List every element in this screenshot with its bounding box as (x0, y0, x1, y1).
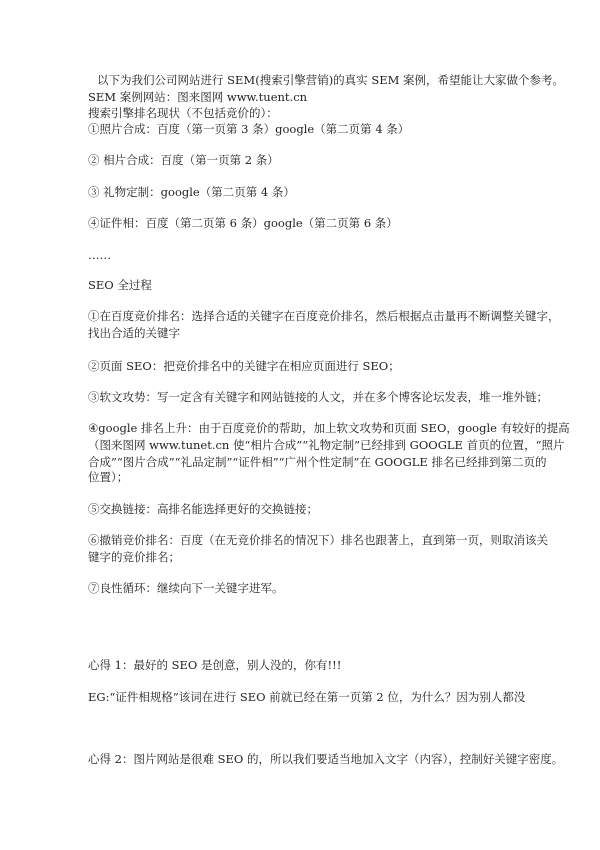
insight-1: 心得 1：最好的 SEO 是创意，别人没的，你有!!! (88, 658, 342, 672)
step-line: （图来图网 www.tunet.cn 使“相片合成”“礼物定制”已经排到 GOOGLE 首页的位置，“照片 (88, 438, 565, 452)
ranking-item: ② 相片合成：百度（第一页第 2 条） (88, 153, 279, 167)
ranking-heading: 搜索引擎排名现状（不包括竞价的）： (88, 106, 278, 120)
step-line: 位置）； (88, 470, 129, 484)
insight-example: EG:“证件相规格”该词在进行 SEO 前就已经在第一页第 2 位，为什么？因为别人都没 (88, 690, 526, 704)
step-line: ③软文攻势：写一定含有关键字和网站链接的人文，并在多个博客论坛发表，堆一堆外链； (88, 390, 548, 404)
step-line: ⑦良性循环：继续向下一关键字进军。 (88, 581, 284, 595)
ellipsis: …… (88, 248, 111, 262)
step-line: ②页面 SEO：把竞价排名中的关键字在相应页面进行 SEO； (88, 359, 400, 373)
step-line: ⑤交换链接：高排名能选择更好的交换链接； (88, 502, 318, 516)
insight-2: 心得 2：图片网站是很难 SEO 的，所以我们要适当地加入文字（内容），控制好关键字密度。 (88, 752, 564, 766)
ranking-item: ③ 礼物定制：google（第二页第 4 条） (88, 185, 295, 199)
step-line: ①在百度竞价排名：选择合适的关键字在百度竞价排名，然后根据点击量再不断调整关键字， (88, 309, 560, 323)
section-title: SEO 全过程 (88, 278, 152, 292)
case-site-line: SEM 案例网站：图来图网 www.tuent.cn (88, 90, 308, 104)
step-line: 找出合适的关键字 (88, 326, 180, 340)
ranking-item: ④证件相：百度（第二页第 6 条）google（第二页第 6 条） (88, 216, 398, 230)
step-line: 合成”“图片合成”“礼品定制”“证件相”“广州个性定制”在 GOOGLE 排名已经排到第二页的 (88, 455, 547, 469)
step-line: 键字的竞价排名； (88, 550, 180, 564)
ranking-item: ①照片合成：百度（第一页第 3 条）google（第二页第 4 条） (88, 122, 410, 136)
intro-line: 以下为我们公司网站进行 SEM(搜索引擎营销)的真实 SEM 案例，希望能让大家做个参考。 (97, 73, 565, 87)
step-line: ④google 排名上升：由于百度竞价的帮助，加上软文攻势和页面 SEO，google 有较好的提高 (88, 421, 570, 435)
step-line: ⑥撤销竞价排名：百度（在无竞价排名的情况下）排名也跟著上，直到第一页，则取消该关 (88, 533, 548, 547)
